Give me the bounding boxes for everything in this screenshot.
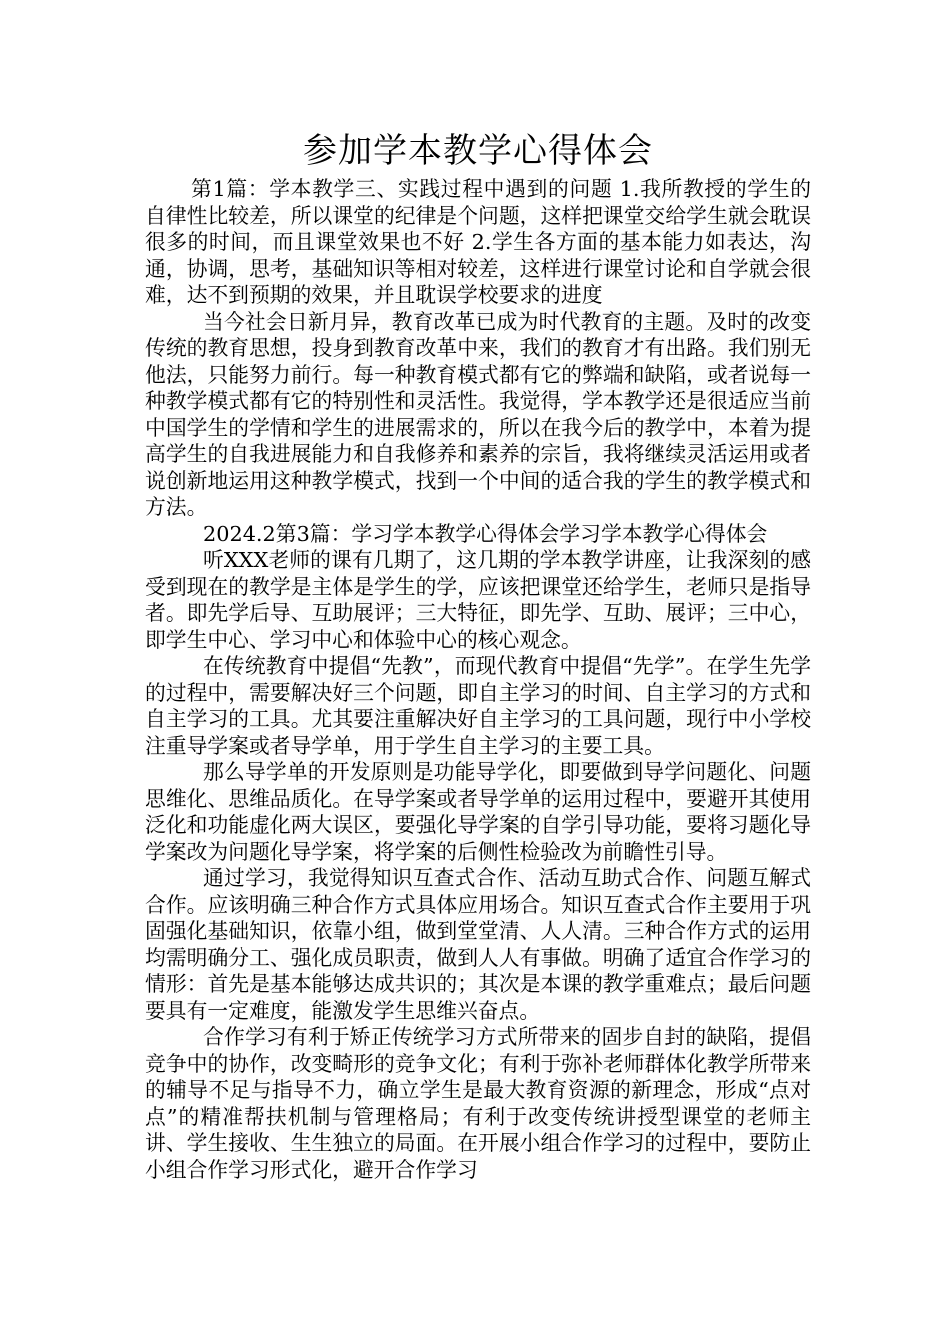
paragraph-3: 2024.2第3篇：学习学本教学心得体会学习学本教学心得体会 — [203, 521, 768, 546]
paragraph-1: 第1篇：学本教学三、实践过程中遇到的问题 1.我所教授的学生的自律性比较差，所以课堂的纪律是个问题，这样把课堂交给学生就会耽误很多的时间，而且课堂效果也不好 2.学生各方面的基本能力如表达，沟通，协调，思考，基础知识等相对较差，这样进行课堂讨论和自学就会很难，达不到预期的效果，并且耽误学校要求的进度 — [145, 177, 811, 307]
paragraph-2: 当今社会日新月异，教育改革已成为时代教育的主题。及时的改变传统的教育思想，投身到教育改革中来，我们的教育才有出路。我们别无他法，只能努力前行。每一种教育模式都有它的弊端和缺陷，或者说每一种教学模式都有它的特别性和灵活性。我觉得，学本教学还是很适应当前中国学生的学情和学生的进展需求的，所以在我今后的教学中，本着为提高学生的自我进展能力和自我修养和素养的宗旨，我将继续灵活运用或者说创新地运用这种教学模式，找到一个中间的适合我的学生的教学模式和方法。 — [145, 309, 811, 519]
document-title: 参加学本教学心得体会 — [303, 131, 653, 171]
paragraph-7: 通过学习，我觉得知识互查式合作、活动互助式合作、问题互解式合作。应该明确三种合作方式具体应用场合。知识互查式合作主要用于巩固强化基础知识，依靠小组，做到堂堂清、人人清。三种合作方式的运用均需明确分工、强化成员职责，做到人人有事做。明确了适宜合作学习的情形：首先是基本能够达成共识的；其次是本课的教学重难点；最后问题要具有一定难度，能激发学生思维兴奋点。 — [145, 866, 811, 1023]
paragraph-6: 那么导学单的开发原则是功能导学化，即要做到导学问题化、问题思维化、思维品质化。在导学案或者导学单的运用过程中，要避开其使用泛化和功能虚化两大误区，要强化导学案的自学引导功能，要将习题化导学案改为问题化导学案，将学案的后侧性检验改为前瞻性引导。 — [145, 760, 811, 864]
paragraph-4: 听XXX老师的课有几期了，这几期的学本教学讲座，让我深刻的感受到现在的教学是主体是学生的学，应该把课堂还给学生，老师只是指导者。即先学后导、互助展评；三大特征，即先学、互助、展评；三中心，即学生中心、学习中心和体验中心的核心观念。 — [145, 548, 811, 652]
paragraph-5: 在传统教育中提倡“先教”，而现代教育中提倡“先学”。在学生先学的过程中，需要解决好三个问题，即自主学习的时间、自主学习的方式和自主学习的工具。尤其要注重解决好自主学习的工具问题，现行中小学校注重导学案或者导学单，用于学生自主学习的主要工具。 — [145, 654, 811, 758]
document-page — [145, 128, 811, 1183]
paragraph-8: 合作学习有利于矫正传统学习方式所带来的固步自封的缺陷，提倡竞争中的协作，改变畸形的竞争文化；有利于弥补老师群体化教学所带来的辅导不足与指导不力，确立学生是最大教育资源的新理念，形成“点对点”的精准帮扶机制与管理格局；有利于改变传统讲授型课堂的老师主讲、学生接收、生生独立的局面。在开展小组合作学习的过程中，要防止小组合作学习形式化，避开合作学习 — [145, 1025, 811, 1182]
